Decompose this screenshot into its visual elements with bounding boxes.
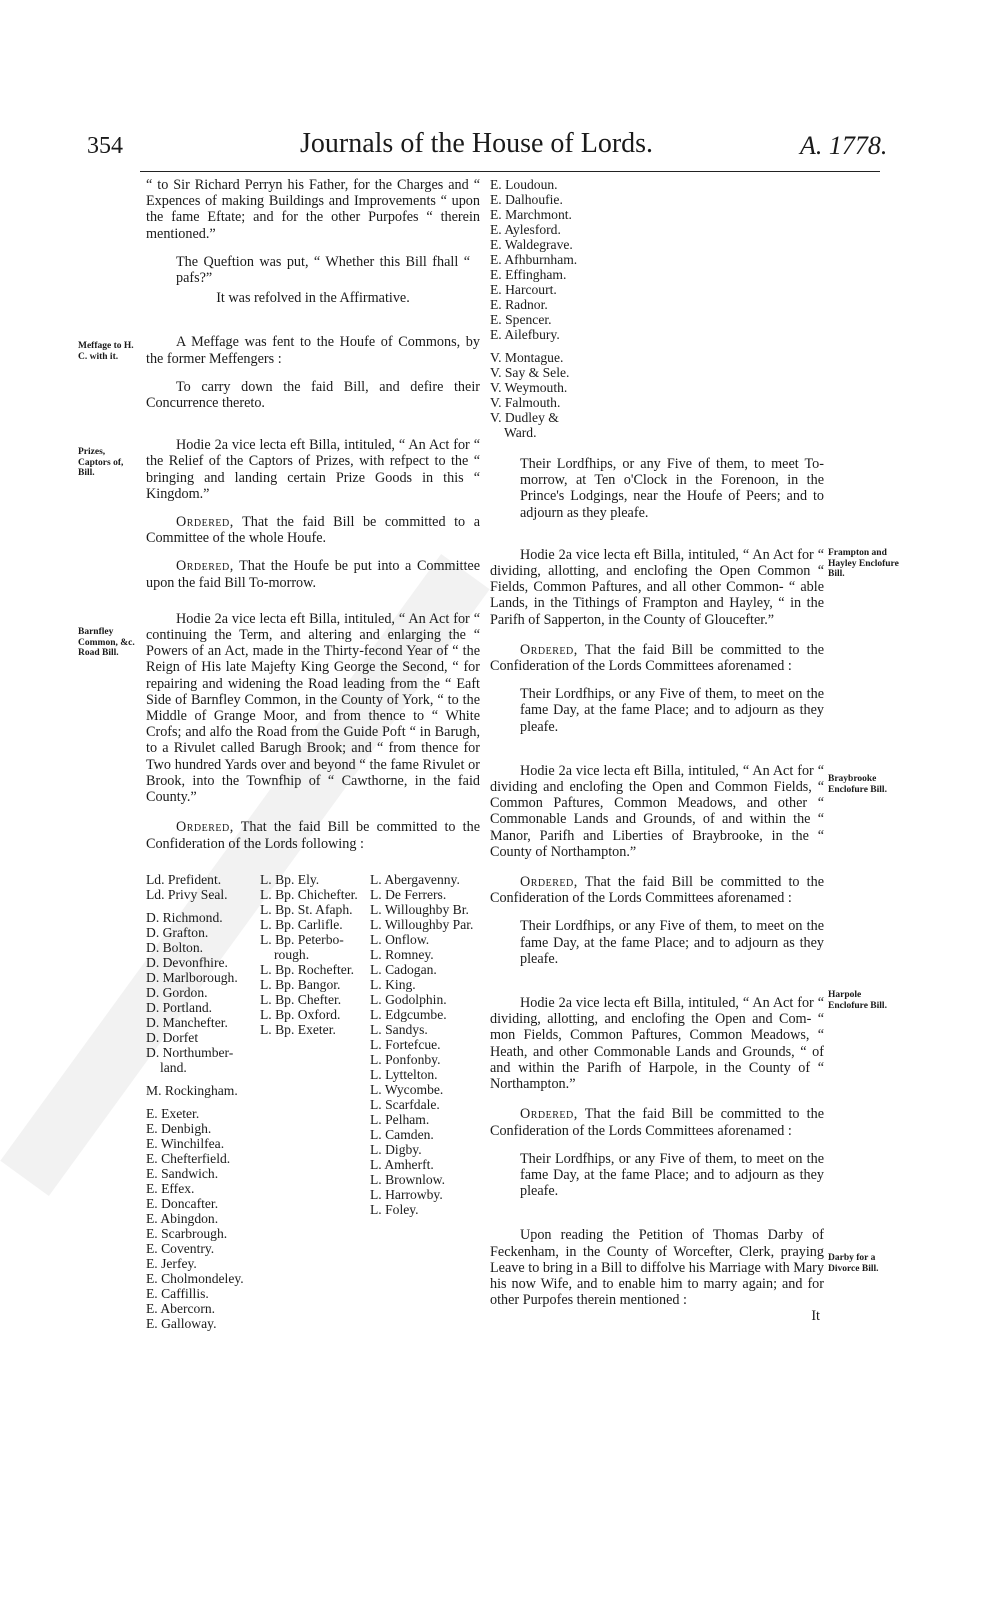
frampton-paragraph: Hodie 2a vice lecta eft Billa, intituled, “ An Act for “ dividing, allotting, and enclofing the Open Common “ Fields, Common Paftures, and all other Common- “ able Lands, in the Tithings of Frampton and Hayley, “ in the Parifh of Sapperton, in the County of Gloucefter.” xyxy=(490,546,824,628)
lord-entry: V. Dudley & xyxy=(490,410,559,425)
lord-entry xyxy=(146,902,258,910)
lord-entry: L. Ponfonby. xyxy=(370,1052,441,1067)
lord-entry: E. Caffillis. xyxy=(146,1286,209,1301)
lord-entry: E. Marchmont. xyxy=(490,207,572,222)
right-column xyxy=(490,456,824,1325)
lord-entry: L. Willoughby Par. xyxy=(370,917,474,932)
lord-entry: L. Bp. Exeter. xyxy=(260,1022,336,1037)
lord-entry: D. Northumber- xyxy=(146,1045,234,1060)
lord-entry: L. Cadogan. xyxy=(370,962,437,977)
lord-entry: L. Willoughby Br. xyxy=(370,902,469,917)
lord-entry: L. Bp. Chichefter. xyxy=(260,887,358,902)
braybrooke-meet: Their Lordfhips, or any Five of them, to meet on the fame Day, at the fame Place; and to adjourn as they pleafe. xyxy=(520,918,824,967)
lord-entry: E. Scarbrough. xyxy=(146,1226,228,1241)
lord-entry: L. Wycombe. xyxy=(370,1082,444,1097)
lord-entry: L. Harrowby. xyxy=(370,1187,443,1202)
lord-entry: L. Bp. Rochefter. xyxy=(260,962,355,977)
lord-entry: D. Dorfet xyxy=(146,1030,199,1045)
lord-entry: L. Lyttelton. xyxy=(370,1067,438,1082)
lord-entry: D. Richmond. xyxy=(146,910,223,925)
lord-entry: E. Galloway. xyxy=(146,1316,217,1331)
page-number: 354 xyxy=(87,133,123,159)
lord-entry: E. Chefterfield. xyxy=(146,1151,231,1166)
lord-entry: Ld. Prefident. xyxy=(146,872,222,887)
lords-list-col1 xyxy=(146,872,258,1331)
margin-note-frampton: Frampton and Hayley Enclofure Bill. xyxy=(828,548,899,579)
lord-entry xyxy=(490,342,610,350)
lord-entry: E. Harcourt. xyxy=(490,282,557,297)
running-head: Journals of the House of Lords. xyxy=(300,128,654,159)
lord-entry: L. Bp. Chefter. xyxy=(260,992,342,1007)
lord-entry: L. Camden. xyxy=(370,1127,434,1142)
lord-entry: E. Ailefbury. xyxy=(490,327,560,342)
lord-entry: L. Amherft. xyxy=(370,1157,434,1172)
harpole-paragraph: Hodie 2a vice lecta eft Billa, intituled, “ An Act for “ dividing, allotting, and enclofing the Open and Com- “ mon Fields, Common Paftures, Common Meadows, “ Heath, and other Commonable Lands and Grounds, “ of and within the Parifh of Harpole, in the County of “ Northampton.” xyxy=(490,995,824,1093)
lord-entry: V. Weymouth. xyxy=(490,380,568,395)
margin-note-darby: Darby for a Divorce Bill. xyxy=(828,1253,879,1274)
lord-entry: M. Rockingham. xyxy=(146,1083,238,1098)
barnsley-paragraph: Hodie 2a vice lecta eft Billa, intituled, “ An Act for “ continuing the Term, and altering and enlarging the “ Powers of an Act, made in the Thirty-fecond Year of “ the Reign of His late Majefty King George the Second, “ for repairing and widening the Road leading from the “ Eaft Side of Barnfley Common, in the County of York, “ to the Middle of Grange Moor, and from thence to “ White Crofs; and alfo the Road from the Guide Poft “ in Barugh, to a Rivulet called Barugh Brook; and “ from thence for Two hundred Yards over and beyond “ the fame Rivulet or Brook, into the Townfhip of “ Cawthorne, in the faid County.” xyxy=(146,610,480,806)
lord-entry: E. Effex. xyxy=(146,1181,195,1196)
lord-entry: D. Portland. xyxy=(146,1000,213,1015)
margin-note-message: Meffage to H. C. with it. xyxy=(78,341,134,362)
harpole-meet: Their Lordfhips, or any Five of them, to meet on the fame Day, at the fame Place; and to adjourn as they pleafe. xyxy=(520,1150,824,1200)
darby-paragraph: Upon reading the Petition of Thomas Darby of Feckenham, in the County of Worcefter, Clerk, praying Leave to bring in a Bill to diffolve his Marriage with Mary his now Wife, and to enable him to marry again; and for other Purpofes therein mentioned : xyxy=(490,1227,824,1309)
lord-entry: D. Devonfhire. xyxy=(146,955,228,970)
lord-entry: L. Bp. St. Afaph. xyxy=(260,902,353,917)
lord-entry: E. Radnor. xyxy=(490,297,548,312)
resolved: It was refolved in the Affirmative. xyxy=(216,290,410,307)
lord-entry: E. Abercorn. xyxy=(146,1301,216,1316)
lord-entry: L. Sandys. xyxy=(370,1022,428,1037)
lord-entry: V. Montague. xyxy=(490,350,564,365)
meet-main: Their Lordfhips, or any Five of them, to meet To-morrow, at Ten o'Clock in the Forenoon, in the Prince's Lodgings, near the Houfe of Peers; and to adjourn as they pleafe. xyxy=(520,456,824,521)
lord-entry: Ward. xyxy=(504,425,537,440)
lord-entry: L. Scarfdale. xyxy=(370,1097,440,1112)
lord-entry: L. Brownlow. xyxy=(370,1172,446,1187)
braybrooke-order: Ordered, That the faid Bill be committed to the Confideration of the Lords Committees aforenamed : xyxy=(490,874,824,907)
lord-entry xyxy=(146,1098,258,1106)
margin-note-barnsley: Barnfley Common, &c. Road Bill. xyxy=(78,627,135,658)
lord-entry: V. Falmouth. xyxy=(490,395,561,410)
lord-entry: L. King. xyxy=(370,977,416,992)
lord-entry: L. Fortefcue. xyxy=(370,1037,441,1052)
left-column xyxy=(146,177,480,852)
lord-entry: E. Coventry. xyxy=(146,1241,215,1256)
barnsley-order: Ordered, That the faid Bill be committed to the Confideration of the Lords following : xyxy=(146,819,480,852)
lord-entry: D. Bolton. xyxy=(146,940,204,955)
lord-entry: E. Afhburnham. xyxy=(490,252,578,267)
margin-note-harpole: Harpole Enclofure Bill. xyxy=(828,990,887,1011)
frampton-meet: Their Lordfhips, or any Five of them, to meet on the fame Day, at the fame Place; and to adjourn as they pleafe. xyxy=(520,686,824,735)
lords-list-col2 xyxy=(260,872,368,1037)
lord-entry: V. Say & Sele. xyxy=(490,365,570,380)
lord-entry: L. Pelham. xyxy=(370,1112,430,1127)
lord-entry: E. Exeter. xyxy=(146,1106,200,1121)
lord-entry: L. Bp. Carlifle. xyxy=(260,917,343,932)
lord-entry: Ld. Privy Seal. xyxy=(146,887,228,902)
lord-entry: E. Cholmondeley. xyxy=(146,1271,244,1286)
lord-entry: D. Gordon. xyxy=(146,985,208,1000)
lord-entry: L. Bp. Ely. xyxy=(260,872,320,887)
lord-entry: E. Aylesford. xyxy=(490,222,561,237)
question-put: The Queftion was put, “ Whether this Bill fhall “ pafs?” xyxy=(176,253,470,287)
lord-entry: L. Foley. xyxy=(370,1202,419,1217)
lords-list-col3 xyxy=(370,872,482,1217)
lord-entry: D. Manchefter. xyxy=(146,1015,228,1030)
catchword: It xyxy=(811,1308,820,1325)
lord-entry: L. Abergavenny. xyxy=(370,872,460,887)
lord-entry: L. Bp. Oxford. xyxy=(260,1007,341,1022)
frampton-order: Ordered, That the faid Bill be committed to the Confideration of the Lords Committees aforenamed : xyxy=(490,641,824,675)
lord-entry: L. Romney. xyxy=(370,947,434,962)
lord-entry: L. Bp. Bangor. xyxy=(260,977,341,992)
lord-entry: L. Bp. Peterbo- xyxy=(260,932,344,947)
page-year: A. 1778. xyxy=(800,131,888,160)
lord-entry: E. Denbigh. xyxy=(146,1121,212,1136)
margin-note-prizes: Prizes, Captors of, Bill. xyxy=(78,447,124,478)
lord-entry: D. Grafton. xyxy=(146,925,209,940)
lord-entry: E. Abingdon. xyxy=(146,1211,219,1226)
lord-entry: E. Doncafter. xyxy=(146,1196,219,1211)
lord-entry: E. Sandwich. xyxy=(146,1166,219,1181)
lord-entry: D. Marlborough. xyxy=(146,970,238,985)
lord-entry: E. Spencer. xyxy=(490,312,552,327)
message-paragraph: A Meffage was fent to the Houfe of Commons, by the former Meffengers : xyxy=(146,334,480,367)
lord-entry: L. Godolphin. xyxy=(370,992,447,1007)
lord-entry xyxy=(146,1075,258,1083)
lord-entry: L. Edgcumbe. xyxy=(370,1007,447,1022)
prizes-order-2: Ordered, That the Houfe be put into a Committee upon the faid Bill To-morrow. xyxy=(146,558,480,591)
lord-entry: E. Loudoun. xyxy=(490,177,558,192)
harpole-order: Ordered, That the faid Bill be committed to the Confideration of the Lords Committees aforenamed : xyxy=(490,1106,824,1139)
lord-entry: E. Dalhoufie. xyxy=(490,192,563,207)
perryn-quote: “ to Sir Richard Perryn his Father, for the Charges and “ Expences of making Buildings and Improvements “ upon the fame Eftate; and for the other Purpofes “ therein mentioned.” xyxy=(146,177,480,242)
prizes-order-1: Ordered, That the faid Bill be committed to a Committee of the whole Houfe. xyxy=(146,514,480,547)
lord-entry: rough. xyxy=(274,947,310,962)
lord-entry: E. Winchilfea. xyxy=(146,1136,225,1151)
header-rule xyxy=(140,171,880,172)
lord-entry: L. Onflow. xyxy=(370,932,430,947)
lords-list-right xyxy=(490,177,610,440)
braybrooke-paragraph: Hodie 2a vice lecta eft Billa, intituled, “ An Act for “ dividing and enclofing the Open and Common Fields, “ Common Paftures, Common Meadows, and other “ Commonable Lands and Grounds, of and within the “ Manor, Parifh and Liberties of Braybrooke, in the “ County of Northampton.” xyxy=(490,762,824,860)
lord-entry: L. De Ferrers. xyxy=(370,887,447,902)
message-purpose: To carry down the faid Bill, and defire their Concurrence thereto. xyxy=(146,378,480,412)
lord-entry: E. Effingham. xyxy=(490,267,567,282)
margin-note-braybrooke: Braybrooke Enclofure Bill. xyxy=(828,774,887,795)
prizes-paragraph: Hodie 2a vice lecta eft Billa, intituled, “ An Act for “ the Relief of the Captors of Prizes, with refpect to the “ bringing and landing certain Prize Goods in this “ Kingdom.” xyxy=(146,437,480,502)
lord-entry: L. Digby. xyxy=(370,1142,422,1157)
lord-entry: E. Jerfey. xyxy=(146,1256,197,1271)
lord-entry: E. Waldegrave. xyxy=(490,237,573,252)
lord-entry: land. xyxy=(160,1060,187,1075)
